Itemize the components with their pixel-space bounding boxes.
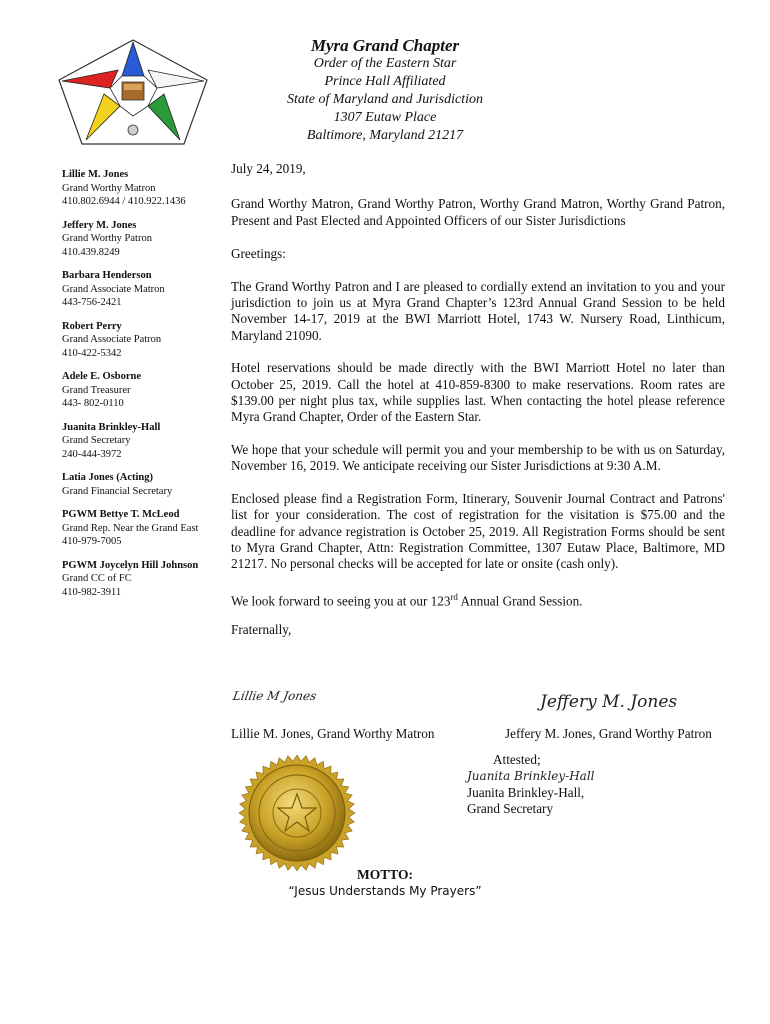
officer-phone: 443- 802-0110	[62, 398, 124, 409]
officer-phone: 410-422-5342	[62, 347, 122, 359]
officer-entry	[62, 421, 222, 462]
signature-lillie-jones: Lillie M Jones	[231, 689, 318, 703]
header-line: Order of the Eastern Star	[313, 56, 457, 71]
letterhead	[230, 36, 540, 145]
attest-label: Attested;	[493, 752, 541, 767]
chapter-name: Myra Grand Chapter	[310, 36, 460, 55]
officer-title: Grand Worthy Matron	[62, 182, 156, 194]
letter-date: July 24, 2019,	[231, 161, 306, 176]
attest-name: Juanita Brinkley-Hall,	[467, 784, 585, 800]
officer-name: Jeffery M. Jones	[62, 219, 137, 231]
officer-name: PGWM Joycelyn Hill Johnson	[62, 559, 199, 571]
header-line: Prince Hall Affiliated	[324, 74, 446, 89]
letter-body	[231, 161, 725, 638]
paragraph-schedule: We hope that your schedule will permit you and your membership to be with us on Saturday, November 16, 2019. We anticipate receiving our Sister Jurisdictions at 9:30 A.M.	[231, 441, 725, 474]
paragraph-hotel: Hotel reservations should be made directly with the BWI Marriott Hotel no later than October 25, 2019. Call the hotel at 410-859-8300 to make reservations. Room rates are $139.00 per night plus tax, while supplies last. When contacting the hotel please reference Myra Grand Chapter, Order of the Eastern Star.	[231, 360, 725, 425]
paragraph-invitation: The Grand Worthy Patron and I are pleased to cordially extend an invitation to you and your jurisdiction to join us at Myra Grand Chapter’s 123rd Annual Grand Session to be held November 14-17, 2019 at the BWI Marriott Hotel, 1743 W. Nursery Road, Linthicum, Maryland 21090.	[231, 278, 725, 343]
motto-text: “Jesus Understands My Prayers”	[288, 884, 482, 898]
motto-label: MOTTO:	[356, 867, 413, 882]
closing-text-start: We look forward to seeing you at our 123	[231, 593, 451, 609]
header-line: State of Maryland and Jurisdiction	[287, 92, 483, 107]
paragraph-registration: Enclosed please find a Registration Form, Itinerary, Souvenir Journal Contract and Patrons' list for your consideration. The cost of registration for the visitation is $75.00 and the deadline for advance registration is October 25, 2019. All Registration Forms should be sent to Myra Grand Chapter, Attn: Registration Committee, 1307 Eutaw Place, Baltimore, MD 21217. No personal checks will be accepted for late or onsite (cash only).	[231, 490, 725, 572]
officer-title: Grand Financial Secretary	[62, 485, 173, 497]
officer-name: Barbara Henderson	[62, 270, 152, 281]
officer-entry	[62, 320, 222, 361]
signature-jeffery-jones: Jeffery M. Jones	[540, 692, 678, 712]
officer-name: Adele E. Osborne	[62, 371, 142, 382]
officer-phone: 443-756-2421	[62, 297, 122, 308]
officer-title: Grand Worthy Patron	[62, 233, 152, 244]
eastern-star-emblem-icon	[52, 36, 214, 148]
officer-phone: 410.439.8249	[62, 246, 120, 258]
officer-entry	[62, 269, 222, 310]
signature-juanita-brinkley-hall: Juanita Brinkley-Hall	[467, 769, 595, 784]
officer-phone: 410-982-3911	[62, 586, 122, 598]
officer-entry	[62, 370, 222, 411]
officer-title: Grand Secretary	[62, 435, 131, 446]
letter-valediction: Fraternally,	[231, 621, 292, 637]
officer-title: Grand Rep. Near the Grand East	[62, 522, 199, 534]
letter-greeting: Greetings:	[231, 246, 286, 262]
officer-entry	[62, 508, 222, 549]
officer-entry	[62, 471, 222, 498]
officer-phone: 410-979-7005	[62, 536, 122, 547]
officer-name: Latia Jones (Acting)	[62, 472, 153, 483]
officer-name: Lillie M. Jones	[62, 169, 129, 180]
attest-title: Grand Secretary	[467, 801, 554, 817]
letter-addressee: Grand Worthy Matron, Grand Worthy Patron, Worthy Grand Matron, Worthy Grand Patron, Present and Past Elected and Appointed Officers of our Sister Jurisdictions	[231, 196, 725, 228]
officer-name: Juanita Brinkley-Hall	[62, 421, 161, 433]
attestation	[467, 752, 595, 818]
signer-right: Jeffery M. Jones, Grand Worthy Patron	[505, 726, 712, 741]
officer-title: Grand Treasurer	[62, 384, 131, 396]
header-line: 1307 Eutaw Place	[333, 110, 437, 125]
officer-phone: 410.802.6944 / 410.922.1436	[62, 196, 186, 207]
paragraph-closing	[231, 589, 725, 610]
closing-text-end: Annual Grand Session.	[457, 593, 583, 609]
officer-entry	[62, 219, 222, 260]
motto	[240, 866, 530, 899]
gold-seal-icon	[236, 752, 358, 874]
officer-entry	[62, 559, 222, 600]
officer-phone: 240-444-3972	[62, 448, 122, 460]
officer-title: Grand Associate Patron	[62, 334, 162, 345]
signer-left: Lillie M. Jones, Grand Worthy Matron	[231, 726, 435, 741]
header-line: Baltimore, Maryland 21217	[306, 128, 464, 143]
ordinal-suffix: rd	[450, 591, 458, 602]
officer-name: PGWM Bettye T. McLeod	[62, 509, 180, 520]
officer-title: Grand Associate Matron	[62, 283, 165, 295]
officer-title: Grand CC of FC	[62, 573, 132, 584]
officer-name: Robert Perry	[62, 320, 122, 332]
officer-entry	[62, 168, 222, 209]
officers-list	[62, 168, 222, 609]
